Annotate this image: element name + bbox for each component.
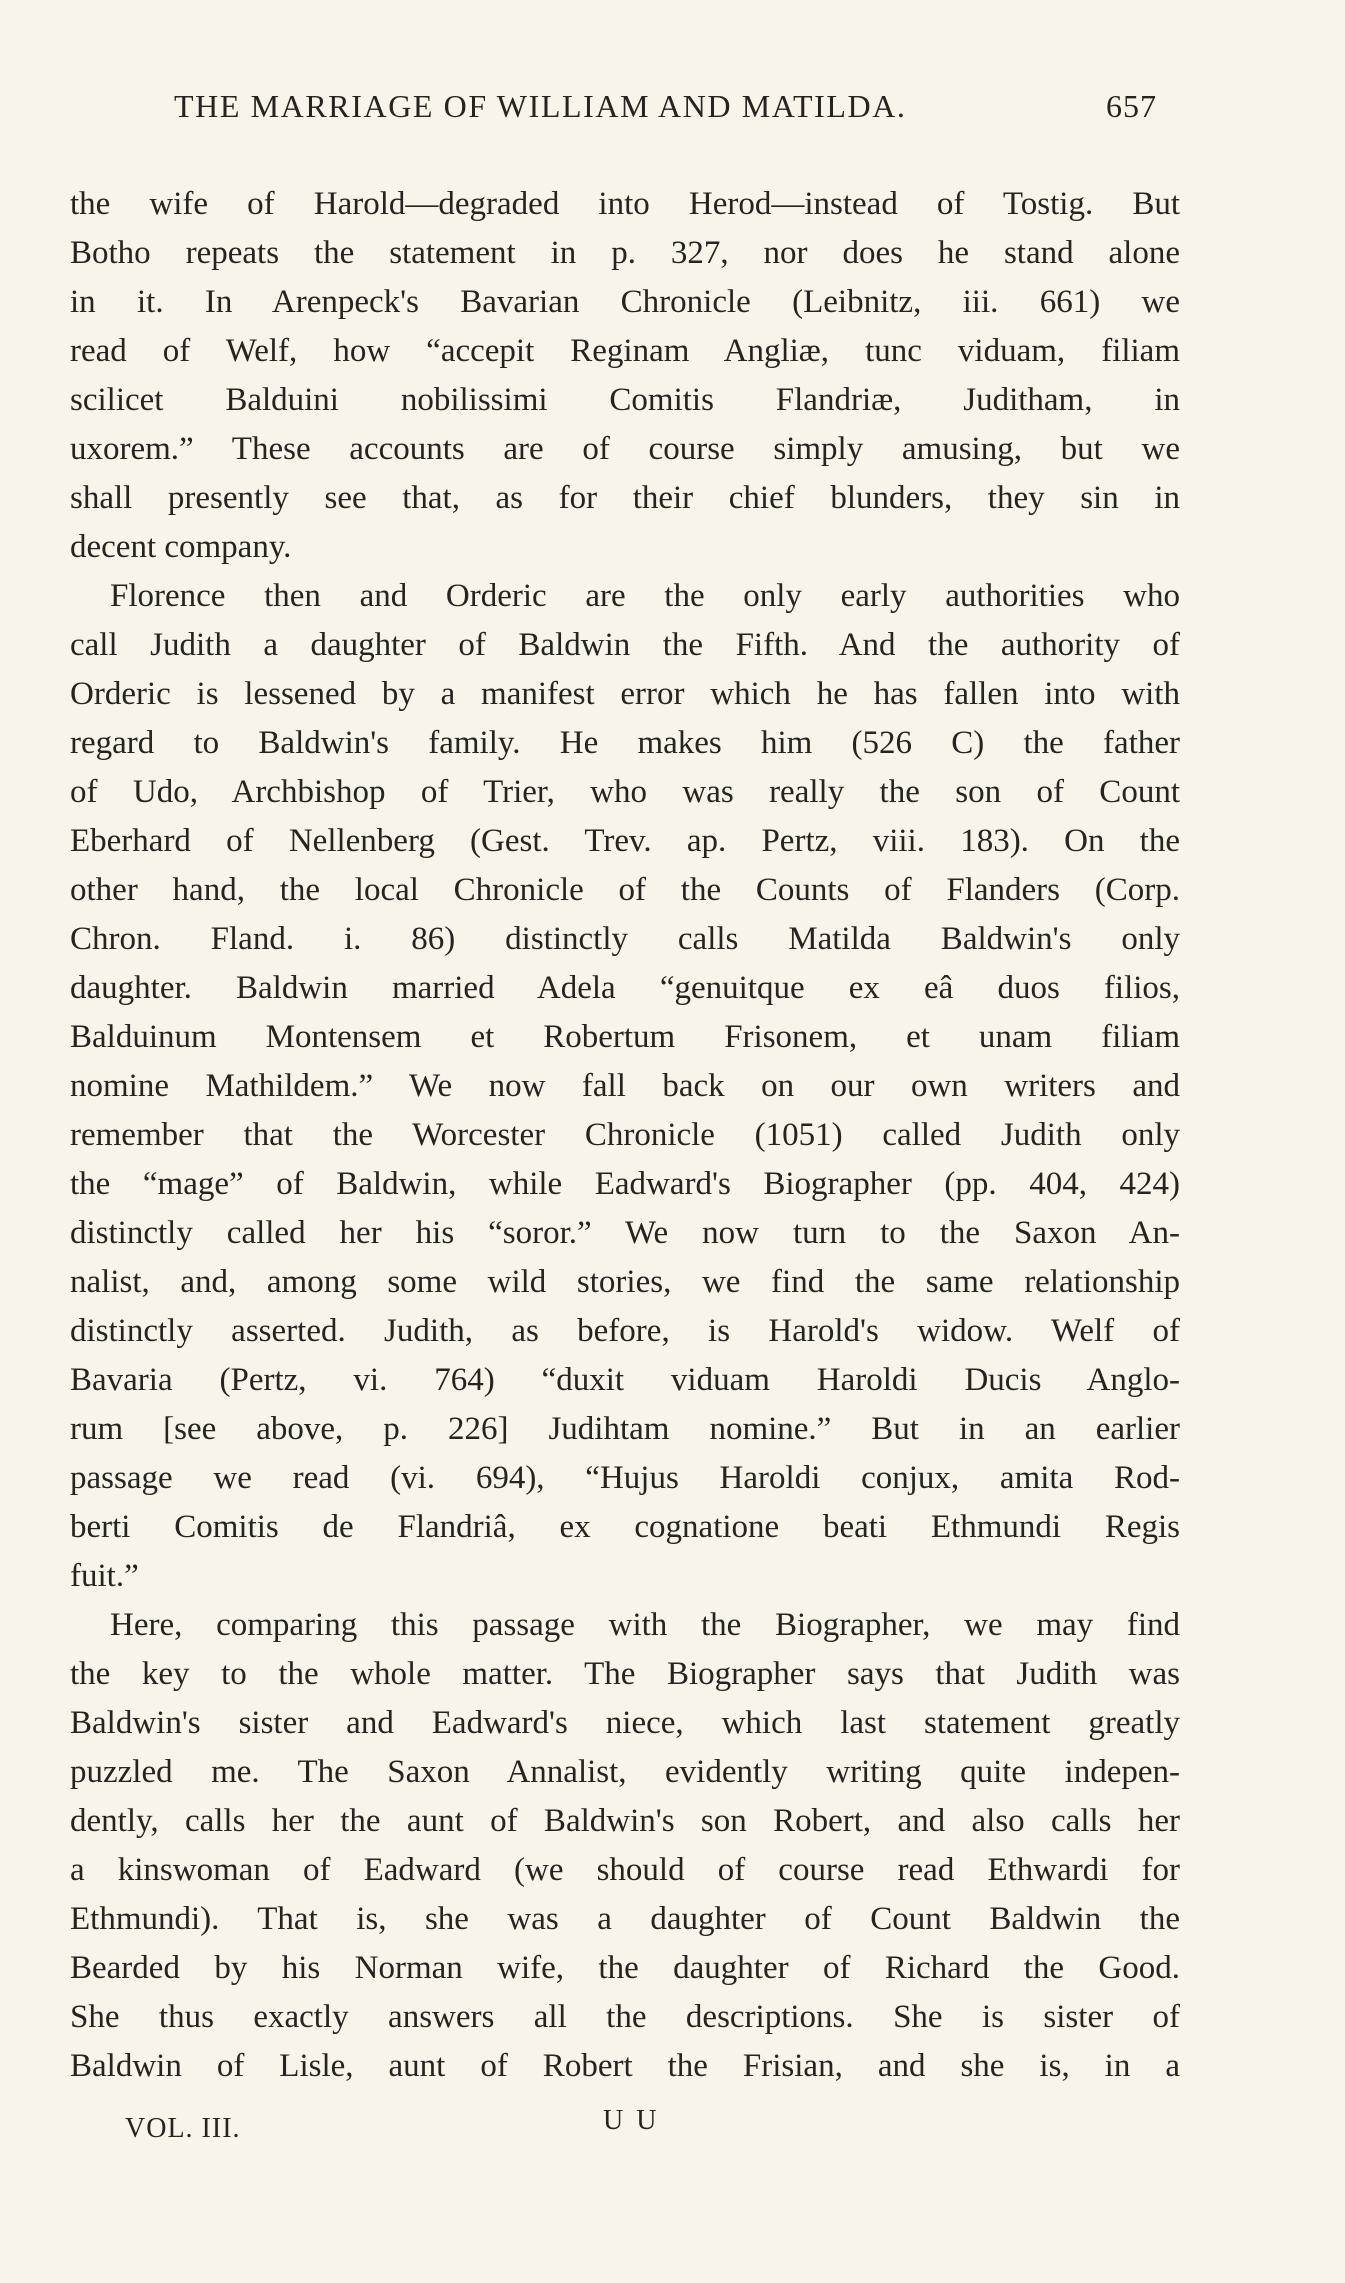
text-line: call Judith a daughter of Baldwin the Fifth. And the authority of: [70, 627, 1180, 663]
signature-mark: U U: [603, 2105, 660, 2136]
text-line: Here, comparing this passage with the Biographer, we may find: [110, 1607, 1180, 1643]
text-line: rum [see above, p. 226] Judihtam nomine.” But in an earlier: [70, 1411, 1180, 1447]
text-line: She thus exactly answers all the descriptions. She is sister of: [70, 1999, 1180, 2035]
page-footer: [0, 2105, 1345, 2153]
text-line: Balduinum Montensem et Robertum Frisonem, et unam filiam: [70, 1019, 1180, 1055]
text-line: in it. In Arenpeck's Bavarian Chronicle (Leibnitz, iii. 661) we: [70, 284, 1180, 320]
text-line: daughter. Baldwin married Adela “genuitque ex eâ duos filios,: [70, 970, 1180, 1006]
text-line: berti Comitis de Flandriâ, ex cognatione beati Ethmundi Regis: [70, 1509, 1180, 1545]
body-text: [70, 180, 1180, 2091]
text-line: nalist, and, among some wild stories, we find the same relationship: [70, 1264, 1180, 1300]
volume-label: VOL. III.: [125, 2113, 241, 2144]
text-line: scilicet Balduini nobilissimi Comitis Flandriæ, Juditham, in: [70, 382, 1180, 418]
text-line: passage we read (vi. 694), “Hujus Haroldi conjux, amita Rod-: [70, 1460, 1180, 1496]
text-line: Ethmundi). That is, she was a daughter of Count Baldwin the: [70, 1901, 1180, 1937]
text-line: shall presently see that, as for their chief blunders, they sin in: [70, 480, 1180, 516]
text-line: Florence then and Orderic are the only early authorities who: [110, 578, 1180, 614]
text-line: read of Welf, how “accepit Reginam Angliæ, tunc viduam, filiam: [70, 333, 1180, 369]
text-line: distinctly called her his “soror.” We now turn to the Saxon An-: [70, 1215, 1180, 1251]
text-line: puzzled me. The Saxon Annalist, evidently writing quite indepen-: [70, 1754, 1180, 1790]
text-line: Orderic is lessened by a manifest error which he has fallen into with: [70, 676, 1180, 712]
text-line: uxorem.” These accounts are of course simply amusing, but we: [70, 431, 1180, 467]
text-line: the key to the whole matter. The Biographer says that Judith was: [70, 1656, 1180, 1692]
text-line: Baldwin of Lisle, aunt of Robert the Frisian, and she is, in a: [70, 2048, 1180, 2084]
text-line: of Udo, Archbishop of Trier, who was really the son of Count: [70, 774, 1180, 810]
text-line: Bavaria (Pertz, vi. 764) “duxit viduam Haroldi Ducis Anglo-: [70, 1362, 1180, 1398]
page-number: 657: [1106, 88, 1157, 124]
text-line: regard to Baldwin's family. He makes him (526 C) the father: [70, 725, 1180, 761]
text-line: Botho repeats the statement in p. 327, nor does he stand alone: [70, 235, 1180, 271]
text-line: decent company.: [70, 529, 292, 565]
text-line: nomine Mathildem.” We now fall back on our own writers and: [70, 1068, 1180, 1104]
running-title: THE MARRIAGE OF WILLIAM AND MATILDA.: [174, 88, 907, 124]
text-line: Chron. Fland. i. 86) distinctly calls Matilda Baldwin's only: [70, 921, 1180, 957]
text-line: distinctly asserted. Judith, as before, is Harold's widow. Welf of: [70, 1313, 1180, 1349]
text-line: the wife of Harold—degraded into Herod—instead of Tostig. But: [70, 186, 1180, 222]
text-line: dently, calls her the aunt of Baldwin's son Robert, and also calls her: [70, 1803, 1180, 1839]
text-line: fuit.”: [70, 1558, 139, 1594]
text-line: the “mage” of Baldwin, while Eadward's Biographer (pp. 404, 424): [70, 1166, 1180, 1202]
running-head: [0, 88, 1345, 132]
text-line: Eberhard of Nellenberg (Gest. Trev. ap. Pertz, viii. 183). On the: [70, 823, 1180, 859]
text-line: other hand, the local Chronicle of the Counts of Flanders (Corp.: [70, 872, 1180, 908]
text-line: Bearded by his Norman wife, the daughter of Richard the Good.: [70, 1950, 1180, 1986]
text-line: Baldwin's sister and Eadward's niece, which last statement greatly: [70, 1705, 1180, 1741]
text-line: remember that the Worcester Chronicle (1051) called Judith only: [70, 1117, 1180, 1153]
text-line: a kinswoman of Eadward (we should of course read Ethwardi for: [70, 1852, 1180, 1888]
